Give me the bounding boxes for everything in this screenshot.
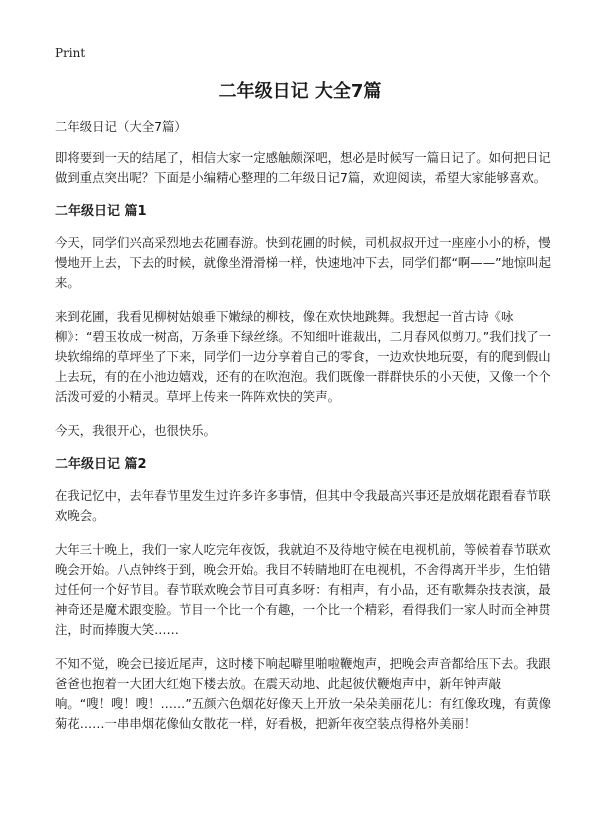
section-2-paragraph-1: 在我记忆中，去年春节里发生过许多许多事情，但其中令我最高兴事还是放烟花跟看春节联欢晚会。 — [55, 488, 551, 523]
section-heading-2: 二年级日记 篇2 — [55, 457, 147, 472]
article-subtitle: 二年级日记（大全7篇） — [55, 119, 187, 134]
section-1-paragraph-3: 今天，我很开心，也很快乐。 — [55, 423, 217, 438]
section-heading-1: 二年级日记 篇1 — [55, 204, 147, 219]
section-2-paragraph-3: 不知不觉，晚会已接近尾声，这时楼下响起噼里啪啦鞭炮声，把晚会声音都给压下去。我跟爸爸也抱着一大团大红炮下楼去放。在震天动地、此起彼伏鞭炮声中，新年钟声敲响。“嗖！嗖！嗖！……”五颜六色烟花好像天上开放一朵朵美丽花儿：有红像玫瑰，有黄像菊花……一串串烟花像仙女散花一样，好看极，把新年夜空装点得格外美丽！ — [55, 656, 552, 731]
section-1-paragraph-1: 今天，同学们兴高采烈地去花圃春游。快到花圃的时候，司机叔叔开过一座座小小的桥，慢慢地开上去，下去的时候，就像坐滑滑梯一样，快速地冲下去，同学们都“啊——”地惊叫起来。 — [55, 235, 552, 290]
article-body — [55, 117, 553, 748]
print-link[interactable]: Print — [55, 46, 86, 60]
intro-paragraph: 即将要到一天的结尾了，相信大家一定感触颇深吧，想必是时候写一篇日记了。如何把日记做到重点突出呢？下面是小编精心整理的二年级日记7篇，欢迎阅读，希望大家能够喜欢。 — [55, 150, 551, 185]
section-1-paragraph-2: 来到花圃，我看见柳树姑娘垂下嫩绿的柳枝，像在欢快地跳舞。我想起一首古诗《咏柳》：“碧玉妆成一树高，万条垂下绿丝绦。不知细叶谁裁出，二月春风似剪刀。”我们找了一块软绵绵的草坪坐了下来，同学们一边分享着自己的零食，一边欢快地玩耍，有的爬到假山上去玩，有的在小池边嬉戏，还有的在吹泡泡。我们既像一群群快乐的小天使，又像一个个活泼可爱的小精灵。草坪上传来一阵阵欢快的笑声。 — [55, 309, 552, 404]
section-2-paragraph-2: 大年三十晚上，我们一家人吃完年夜饭，我就迫不及待地守候在电视机前，等候着春节联欢晚会开始。八点钟终于到，晚会开始。我目不转睛地盯在电视机，不舍得离开半步，生怕错过任何一个好节目。春节联欢晚会节目可真多呀：有相声，有小品，还有歌舞杂技表演，最神奇还是魔术跟变脸。节目一个比一个有趣，一个比一个精彩，看得我们一家人时而全神贯注，时而捧腹大笑…… — [55, 542, 551, 637]
page-title: 二年级日记 大全7篇 — [218, 81, 382, 102]
